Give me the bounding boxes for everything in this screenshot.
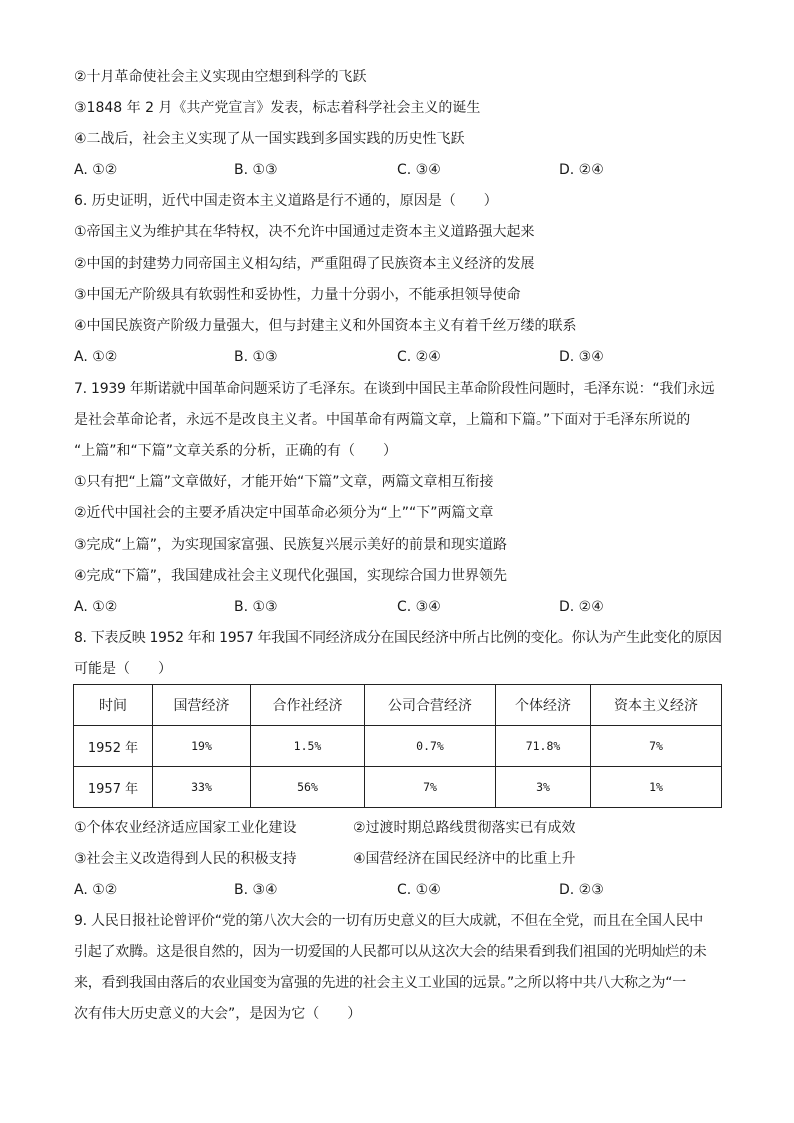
q5-item-2: ②十月革命使社会主义实现由空想到科学的飞跃 [74, 69, 367, 85]
table-cell: 56% [251, 767, 365, 808]
table-cell: 1.5% [251, 726, 365, 767]
table-cell: 19% [153, 726, 251, 767]
q9-stem-line-3: 来，看到我国由落后的农业国变为富强的先进的社会主义工业国的远景。”之所以将中共八大称之为“一 [74, 975, 687, 991]
q6-item-1: ①帝国主义为维护其在华特权，决不允许中国通过走资本主义道路强大起来 [74, 224, 535, 240]
q6-option-c[interactable]: C. ②④ [397, 349, 441, 365]
q6-option-d[interactable]: D. ③④ [559, 349, 604, 365]
table-header: 时间 [74, 685, 153, 726]
q8-stem-line-1: 8. 下表反映 1952 年和 1957 年我国不同经济成分在国民经济中所占比例的变化。你认为产生此变化的原因 [74, 630, 722, 646]
table-header: 公司合营经济 [365, 685, 496, 726]
q7-stem-line-3: “上篇”和“下篇”文章关系的分析，正确的有（ ） [74, 443, 398, 459]
q5-option-d[interactable]: D. ②④ [559, 162, 604, 178]
table-row [74, 767, 722, 808]
q9-stem-line-2: 引起了欢腾。这是很自然的，因为一切爱国的人民都可以从这次大会的结果看到我们祖国的光明灿烂的未 [74, 944, 707, 960]
q5-option-c[interactable]: C. ③④ [397, 162, 441, 178]
q7-item-3: ③完成“上篇”，为实现国家富强、民族复兴展示美好的前景和现实道路 [74, 537, 508, 553]
q8-item-2: ②过渡时期总路线贯彻落实已有成效 [353, 820, 576, 836]
q9-stem-line-1: 9. 人民日报社论曾评价“党的第八次大会的一切有历史意义的巨大成就，不但在全党，而且在全国人民中 [74, 913, 704, 929]
q6-option-b[interactable]: B. ①③ [234, 349, 278, 365]
q8-options [74, 880, 724, 900]
table-cell: 3% [496, 767, 591, 808]
q6-item-2: ②中国的封建势力同帝国主义相勾结，严重阻碍了民族资本主义经济的发展 [74, 256, 535, 272]
q8-items-row-1 [74, 818, 724, 838]
table-row [74, 726, 722, 767]
table-cell-year: 1952 年 [74, 726, 153, 767]
q6-stem: 6. 历史证明，近代中国走资本主义道路是行不通的，原因是（ ） [74, 193, 498, 209]
table-cell: 33% [153, 767, 251, 808]
q8-stem-line-2: 可能是（ ） [74, 661, 172, 677]
q7-item-2: ②近代中国社会的主要矛盾决定中国革命必须分为“上”“下”两篇文章 [74, 505, 494, 521]
table-cell: 1% [591, 767, 722, 808]
table-header: 资本主义经济 [591, 685, 722, 726]
q7-item-1: ①只有把“上篇”文章做好，才能开始“下篇”文章，两篇文章相互衔接 [74, 474, 494, 490]
q8-option-a[interactable]: A. ①② [74, 882, 118, 898]
table-cell: 7% [365, 767, 496, 808]
q5-options [74, 160, 724, 180]
q8-item-3: ③社会主义改造得到人民的积极支持 [74, 851, 297, 867]
q5-item-3: ③1848 年 2 月《共产党宣言》发表，标志着科学社会主义的诞生 [74, 100, 481, 116]
q7-option-c[interactable]: C. ③④ [397, 599, 441, 615]
q8-option-b[interactable]: B. ③④ [234, 882, 278, 898]
table-header-row [74, 685, 722, 726]
q7-option-a[interactable]: A. ①② [74, 599, 118, 615]
table-header: 合作社经济 [251, 685, 365, 726]
q6-item-3: ③中国无产阶级具有软弱性和妥协性，力量十分弱小，不能承担领导使命 [74, 287, 521, 303]
q7-stem-line-1: 7. 1939 年斯诺就中国革命问题采访了毛泽东。在谈到中国民主革命阶段性问题时，毛泽东说：“我们永远 [74, 381, 715, 397]
table-cell: 71.8% [496, 726, 591, 767]
q6-item-4: ④中国民族资产阶级力量强大，但与封建主义和外国资本主义有着千丝万缕的联系 [74, 318, 577, 334]
q7-option-d[interactable]: D. ②④ [559, 599, 604, 615]
q6-option-a[interactable]: A. ①② [74, 349, 118, 365]
table-cell: 7% [591, 726, 722, 767]
q7-stem-line-2: 是社会革命论者，永远不是改良主义者。中国革命有两篇文章，上篇和下篇。”下面对于毛泽东所说的 [74, 412, 691, 428]
q7-item-4: ④完成“下篇”，我国建成社会主义现代化强国，实现综合国力世界领先 [74, 568, 508, 584]
q8-items-row-2 [74, 849, 724, 869]
table-cell: 0.7% [365, 726, 496, 767]
table-header: 个体经济 [496, 685, 591, 726]
q5-item-4: ④二战后，社会主义实现了从一国实践到多国实践的历史性飞跃 [74, 131, 465, 147]
table-header: 国营经济 [153, 685, 251, 726]
q5-option-b[interactable]: B. ①③ [234, 162, 278, 178]
q8-option-c[interactable]: C. ①④ [397, 882, 441, 898]
q8-option-d[interactable]: D. ②③ [559, 882, 604, 898]
q8-item-1: ①个体农业经济适应国家工业化建设 [74, 820, 297, 836]
q9-stem-line-4: 次有伟大历史意义的大会”，是因为它（ ） [74, 1006, 362, 1022]
table-cell-year: 1957 年 [74, 767, 153, 808]
economy-table [73, 684, 722, 808]
q7-options [74, 597, 724, 617]
q8-item-4: ④国营经济在国民经济中的比重上升 [353, 851, 576, 867]
q7-option-b[interactable]: B. ①③ [234, 599, 278, 615]
q5-option-a[interactable]: A. ①② [74, 162, 118, 178]
q6-options [74, 347, 724, 367]
